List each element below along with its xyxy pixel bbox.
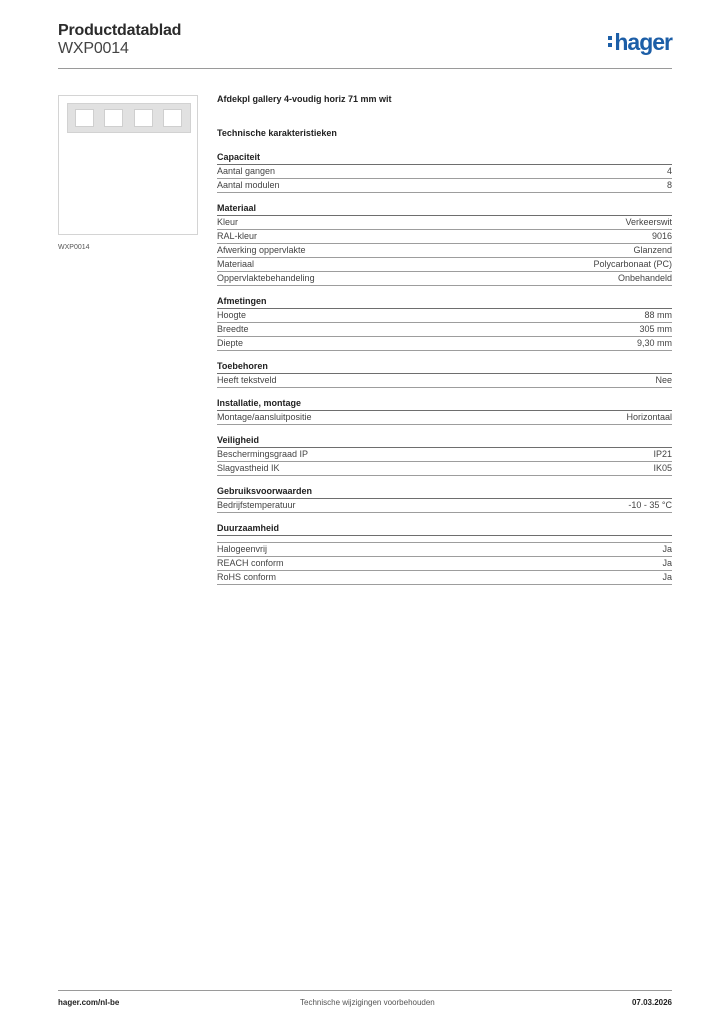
spec-label: Heeft tekstveld	[217, 375, 277, 385]
spec-row	[217, 462, 672, 476]
logo-dots-icon	[608, 33, 612, 50]
footer-disclaimer: Technische wijzigingen voorbehouden	[300, 998, 435, 1007]
spec-row	[217, 557, 672, 571]
spec-row	[217, 272, 672, 286]
spec-label: RoHS conform	[217, 572, 277, 582]
logo-text: hager	[614, 29, 672, 55]
spec-row	[217, 337, 672, 351]
spec-value: 4	[666, 166, 672, 176]
spec-label: Breedte	[217, 324, 249, 334]
spec-row	[217, 499, 672, 513]
spec-section	[217, 151, 672, 193]
spec-sections	[217, 151, 672, 585]
spec-section	[217, 202, 672, 286]
product-name: Afdekpl gallery 4-voudig horiz 71 mm wit	[217, 94, 392, 104]
spec-row	[217, 543, 672, 557]
page-header	[58, 20, 672, 70]
spec-label: Materiaal	[217, 259, 255, 269]
section-title: Afmetingen	[217, 295, 672, 309]
spec-label: Diepte	[217, 338, 244, 348]
product-image	[58, 95, 198, 235]
spec-content	[217, 94, 672, 585]
spec-row	[217, 179, 672, 193]
spec-value: Ja	[662, 558, 672, 568]
module-slot	[75, 109, 94, 127]
section-title: Installatie, montage	[217, 397, 672, 411]
spec-value: Ja	[662, 544, 672, 554]
spec-row	[217, 216, 672, 230]
spec-row	[217, 374, 672, 388]
spec-label: Slagvastheid IK	[217, 463, 280, 473]
document-title: Productdatablad	[58, 22, 182, 39]
section-spacer	[217, 536, 672, 543]
product-code: WXP0014	[58, 40, 129, 57]
spec-value: IP21	[653, 449, 672, 459]
spec-section	[217, 522, 672, 585]
spec-value: Verkeerswit	[625, 217, 672, 227]
spec-label: Halogeenvrij	[217, 544, 268, 554]
spec-section	[217, 360, 672, 388]
spec-label: Afwerking oppervlakte	[217, 245, 306, 255]
spec-label: Aantal gangen	[217, 166, 276, 176]
spec-value: 8	[666, 180, 672, 190]
spec-label: Oppervlaktebehandeling	[217, 273, 315, 283]
footer-website: hager.com/nl-be	[58, 998, 120, 1007]
spec-row	[217, 411, 672, 425]
module-slot	[104, 109, 123, 127]
spec-value: 305 mm	[639, 324, 672, 334]
section-title: Duurzaamheid	[217, 522, 672, 536]
spec-label: Bedrijfstemperatuur	[217, 500, 296, 510]
spec-section	[217, 397, 672, 425]
header-divider	[58, 68, 672, 69]
spec-label: Hoogte	[217, 310, 247, 320]
spec-value: Glanzend	[633, 245, 672, 255]
spec-value: Onbehandeld	[617, 273, 672, 283]
spec-value: Nee	[655, 375, 672, 385]
spec-value: -10 - 35 °C	[628, 500, 672, 510]
spec-label: Beschermingsgraad IP	[217, 449, 309, 459]
spec-row	[217, 309, 672, 323]
tech-characteristics-title: Technische karakteristieken	[217, 128, 337, 138]
spec-row	[217, 165, 672, 179]
hager-logo	[608, 29, 672, 56]
spec-value: Horizontaal	[626, 412, 672, 422]
module-slot	[134, 109, 153, 127]
spec-section	[217, 434, 672, 476]
section-title: Materiaal	[217, 202, 672, 216]
image-caption: WXP0014	[58, 244, 90, 251]
cover-plate-illustration	[67, 103, 191, 133]
spec-value: 9016	[651, 231, 672, 241]
spec-value: Ja	[662, 572, 672, 582]
spec-label: RAL-kleur	[217, 231, 258, 241]
spec-row	[217, 244, 672, 258]
footer-divider	[58, 990, 672, 991]
spec-value: 9,30 mm	[636, 338, 672, 348]
spec-row	[217, 448, 672, 462]
section-title: Gebruiksvoorwaarden	[217, 485, 672, 499]
spec-value: IK05	[653, 463, 672, 473]
spec-value: 88 mm	[644, 310, 672, 320]
spec-label: Kleur	[217, 217, 239, 227]
spec-row	[217, 258, 672, 272]
module-slot	[163, 109, 182, 127]
section-title: Veiligheid	[217, 434, 672, 448]
footer-date: 07.03.2026	[631, 998, 672, 1007]
spec-row	[217, 571, 672, 585]
spec-label: REACH conform	[217, 558, 284, 568]
spec-row	[217, 323, 672, 337]
section-title: Capaciteit	[217, 151, 672, 165]
spec-value: Polycarbonaat (PC)	[593, 259, 672, 269]
spec-label: Montage/aansluitpositie	[217, 412, 312, 422]
spec-section	[217, 485, 672, 513]
section-title: Toebehoren	[217, 360, 672, 374]
spec-section	[217, 295, 672, 351]
spec-label: Aantal modulen	[217, 180, 280, 190]
spec-row	[217, 230, 672, 244]
